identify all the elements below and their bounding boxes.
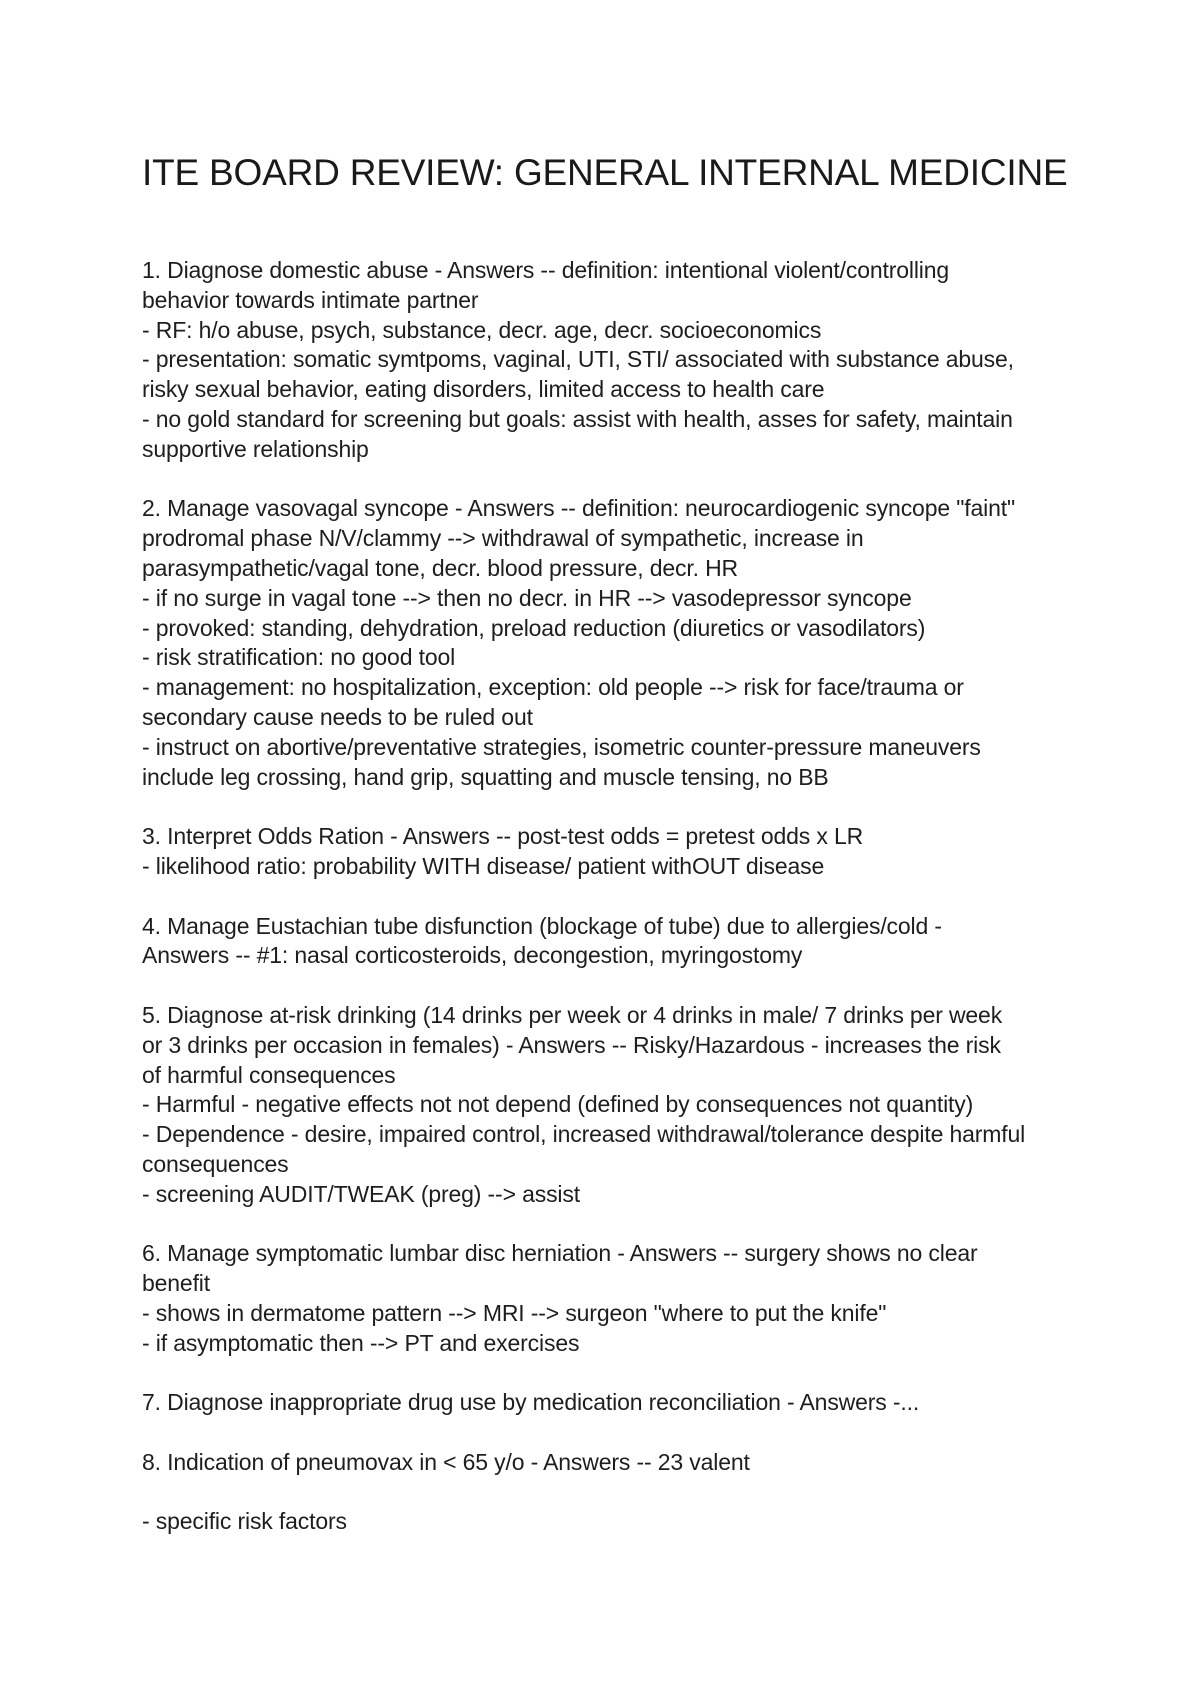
entry-text-line: - Harmful - negative effects not not depend (defined by consequences not quantity) <box>142 1091 974 1118</box>
entry-text-line: - risk stratification: no good tool <box>142 644 456 671</box>
entry-text-line: - screening AUDIT/TWEAK (preg) --> assist <box>142 1180 580 1207</box>
entry-text-line: - provoked: standing, dehydration, preload reduction (diuretics or vasodilators) <box>142 614 926 641</box>
entry-text-line: consequences <box>142 1150 289 1177</box>
entry-text-line: - instruct on abortive/preventative strategies, isometric counter-pressure maneuvers <box>142 733 981 760</box>
entry-text-line: 5. Diagnose at-risk drinking (14 drinks per week or 4 drinks in male/ 7 drinks per week <box>142 1001 1003 1028</box>
entry-text-line: behavior towards intimate partner <box>142 286 479 313</box>
document-body <box>142 256 1082 1537</box>
qa-entry <box>142 1001 1082 1210</box>
entry-text-line: - shows in dermatome pattern --> MRI --> surgeon "where to put the knife" <box>142 1299 887 1326</box>
qa-entry <box>142 912 1082 972</box>
entry-text-line: parasympathetic/vagal tone, decr. blood pressure, decr. HR <box>142 554 739 581</box>
entry-text-line: - if no surge in vagal tone --> then no decr. in HR --> vasodepressor syncope <box>142 584 912 611</box>
entry-text-line: benefit <box>142 1270 211 1297</box>
entry-text-line: - no gold standard for screening but goals: assist with health, asses for safety, maintain <box>142 405 1013 432</box>
entry-text-line: 3. Interpret Odds Ration - Answers -- post-test odds = pretest odds x LR <box>142 823 864 850</box>
entry-text-line: 1. Diagnose domestic abuse - Answers -- definition: intentional violent/controlling <box>142 257 950 283</box>
entry-text-line: or 3 drinks per occasion in females) - Answers -- Risky/Hazardous - increases the risk <box>142 1031 1001 1058</box>
entry-text-line: - management: no hospitalization, exception: old people --> risk for face/trauma or <box>142 674 964 701</box>
entry-text-line: risky sexual behavior, eating disorders, limited access to health care <box>142 376 825 403</box>
entry-text-line: prodromal phase N/V/clammy --> withdrawal of sympathetic, increase in <box>142 525 864 552</box>
qa-entry <box>142 1388 1082 1418</box>
entry-text-line: secondary cause needs to be ruled out <box>142 703 533 730</box>
entry-text-line: of harmful consequences <box>142 1061 396 1088</box>
qa-entry <box>142 1448 1082 1478</box>
entry-text-line: - RF: h/o abuse, psych, substance, decr. age, decr. socioeconomics <box>142 316 822 343</box>
entry-text-line: 2. Manage vasovagal syncope - Answers -- definition: neurocardiogenic syncope "faint" <box>142 495 1015 522</box>
entry-text-line: - presentation: somatic symtpoms, vaginal, UTI, STI/ associated with substance abuse, <box>142 346 1014 373</box>
entry-text-line: - likelihood ratio: probability WITH disease/ patient withOUT disease <box>142 852 825 879</box>
entry-text-line: 6. Manage symptomatic lumbar disc herniation - Answers -- surgery shows no clear <box>142 1240 978 1267</box>
entry-text-line: 7. Diagnose inappropriate drug use by medication reconciliation - Answers -... <box>142 1389 920 1416</box>
entry-text-line: include leg crossing, hand grip, squatting and muscle tensing, no BB <box>142 763 829 790</box>
entry-text-line: - Dependence - desire, impaired control, increased withdrawal/tolerance despite harmful <box>142 1121 1026 1148</box>
entry-text-line: 4. Manage Eustachian tube disfunction (blockage of tube) due to allergies/cold - <box>142 912 942 939</box>
qa-entry <box>142 256 1082 465</box>
entry-text-line: - if asymptomatic then --> PT and exercises <box>142 1329 580 1356</box>
qa-entry <box>142 1507 1082 1537</box>
entry-text-line: Answers -- #1: nasal corticosteroids, decongestion, myringostomy <box>142 942 803 969</box>
entry-text-line: 8. Indication of pneumovax in < 65 y/o - Answers -- 23 valent <box>142 1448 750 1475</box>
document-title: ITE BOARD REVIEW: GENERAL INTERNAL MEDICINE <box>142 152 1068 193</box>
qa-entry <box>142 494 1082 792</box>
entry-text-line: - specific risk factors <box>142 1508 347 1535</box>
qa-entry <box>142 1239 1082 1358</box>
qa-entry <box>142 822 1082 882</box>
entry-text-line: supportive relationship <box>142 435 369 462</box>
